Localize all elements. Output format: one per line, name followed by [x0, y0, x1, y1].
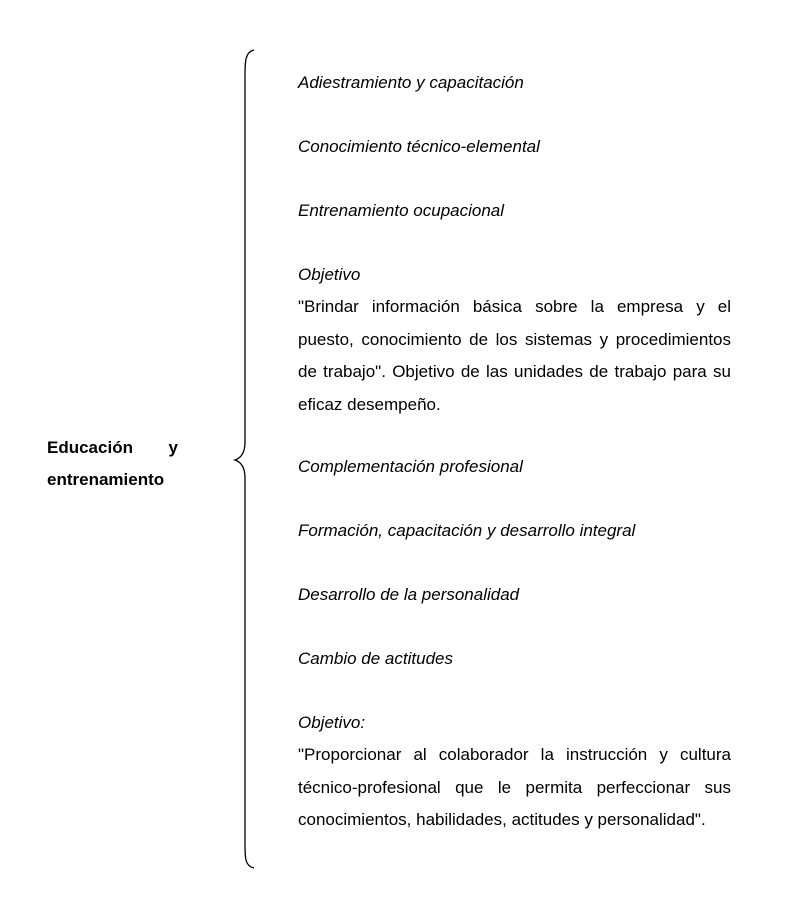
main-concept-word2: y — [168, 438, 178, 457]
main-concept-line2: entrenamiento — [47, 470, 165, 489]
main-concept-word1: Educación — [47, 438, 133, 457]
objective-heading: Objetivo: — [298, 713, 366, 732]
list-item: Formación, capacitación y desarrollo integral — [298, 521, 636, 540]
list-item: Desarrollo de la personalidad — [298, 585, 520, 604]
list-item: Complementación profesional — [298, 457, 523, 476]
objective-text: "Proporcionar al colaborador la instrucción y cultura técnico-profesional que le permita perfeccionar sus conocimientos, habilidades, actitudes y personalidad". — [298, 745, 731, 830]
list-item: Conocimiento técnico-elemental — [298, 137, 540, 156]
list-item: Cambio de actitudes — [298, 649, 453, 668]
main-concept-label — [47, 432, 178, 496]
list-item: Entrenamiento ocupacional — [298, 201, 505, 220]
objective-text: "Brindar información básica sobre la empresa y el puesto, conocimiento de los sistemas y procedimientos de trabajo". Objetivo de las unidades de trabajo para su eficaz desempeño. — [298, 297, 731, 415]
main-concept-line1 — [47, 432, 178, 464]
list-item: Adiestramiento y capacitación — [298, 73, 524, 92]
objective-heading: Objetivo — [298, 265, 361, 284]
curly-brace-icon — [226, 48, 260, 870]
